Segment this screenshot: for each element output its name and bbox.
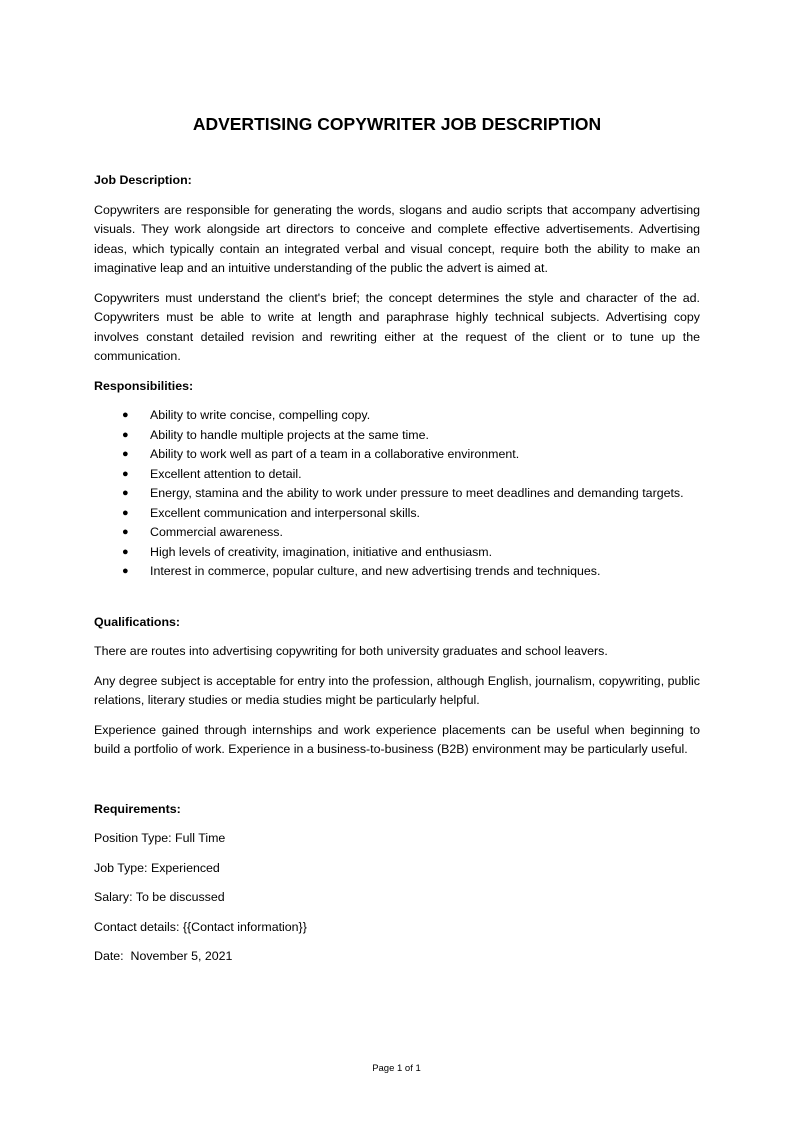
- list-item-text: Energy, stamina and the ability to work under pressure to meet deadlines and demanding targets.: [150, 486, 684, 500]
- date: Date: November 5, 2021: [94, 949, 233, 963]
- bullet-icon: ●: [122, 545, 129, 558]
- list-item-text: Excellent attention to detail.: [150, 466, 302, 481]
- job-description-paragraph-2: Copywriters must understand the client's brief; the concept determines the style and character of the ad. Copywriters must be able to write at length and paraphrase highly technical subjects. Advertising copy involves constant detailed revision and rewriting either at the request of the client or to tune up the communication.: [94, 290, 700, 363]
- bullet-icon: ●: [122, 467, 129, 480]
- list-item-text: Interest in commerce, popular culture, and new advertising trends and techniques.: [150, 564, 601, 578]
- list-item: [94, 504, 700, 524]
- bullet-icon: ●: [122, 506, 129, 519]
- responsibilities-heading: Responsibilities:: [94, 378, 194, 393]
- document-title: ADVERTISING COPYWRITER JOB DESCRIPTION: [192, 114, 602, 134]
- list-item-text: Ability to work well as part of a team in a collaborative environment.: [150, 447, 520, 461]
- qualifications-paragraph-2: Any degree subject is acceptable for entry into the profession, although English, journalism, copywriting, public relations, literary studies or media studies might be particularly helpful.: [94, 673, 700, 707]
- list-item: [94, 406, 700, 426]
- job-description-heading: Job Description:: [94, 173, 192, 187]
- bullet-icon: ●: [122, 448, 129, 460]
- requirements-section: [94, 800, 700, 967]
- qualifications-section: [94, 613, 700, 760]
- job-description-paragraph-1: Copywriters are responsible for generating the words, slogans and audio scripts that accompany advertising visuals. They work alongside art directors to conceive and complete effective advertisements. Advertising ideas, which typically contain an integrated verbal and visual concept, require both the ability to make an imaginative leap and an intuitive understanding of the public the advert is aimed at.: [94, 202, 700, 275]
- bullet-icon: ●: [122, 526, 129, 538]
- list-item: [94, 465, 700, 485]
- list-item: [94, 543, 700, 563]
- job-description-section: [94, 171, 700, 367]
- requirements-heading: Requirements:: [94, 801, 181, 816]
- list-item-text: Ability to write concise, compelling copy.: [150, 408, 371, 422]
- bullet-icon: ●: [122, 409, 129, 421]
- list-item-text: Commercial awareness.: [150, 525, 283, 539]
- document-body: [94, 112, 700, 977]
- responsibilities-section: [94, 377, 700, 582]
- list-item: [94, 445, 700, 465]
- position-type: Position Type: Full Time: [94, 831, 226, 845]
- list-item-text: Excellent communication and interpersonal skills.: [150, 505, 420, 520]
- qualifications-paragraph-3: Experience gained through internships and work experience placements can be useful when beginning to build a portfolio of work. Experience in a business-to-business (B2B) environment may be particularly useful.: [94, 722, 700, 756]
- qualifications-paragraph-1: There are routes into advertising copywriting for both university graduates and school leavers.: [94, 644, 608, 658]
- responsibilities-list: [94, 406, 700, 582]
- list-item: [94, 426, 700, 446]
- bullet-icon: ●: [122, 487, 129, 499]
- list-item: [94, 562, 700, 582]
- bullet-icon: ●: [122, 565, 129, 577]
- bullet-icon: ●: [122, 428, 129, 441]
- salary: Salary: To be discussed: [94, 890, 225, 904]
- list-item: [94, 523, 700, 543]
- list-item-text: High levels of creativity, imagination, initiative and enthusiasm.: [150, 544, 493, 559]
- section-spacer: [94, 770, 700, 800]
- contact-details: Contact details: {{Contact information}}: [94, 919, 307, 934]
- list-item: [94, 484, 700, 504]
- list-item-text: Ability to handle multiple projects at the same time.: [150, 427, 429, 442]
- job-type: Job Type: Experienced: [94, 860, 220, 875]
- page-number-footer: Page 1 of 1: [372, 1063, 421, 1074]
- qualifications-heading: Qualifications:: [94, 614, 181, 629]
